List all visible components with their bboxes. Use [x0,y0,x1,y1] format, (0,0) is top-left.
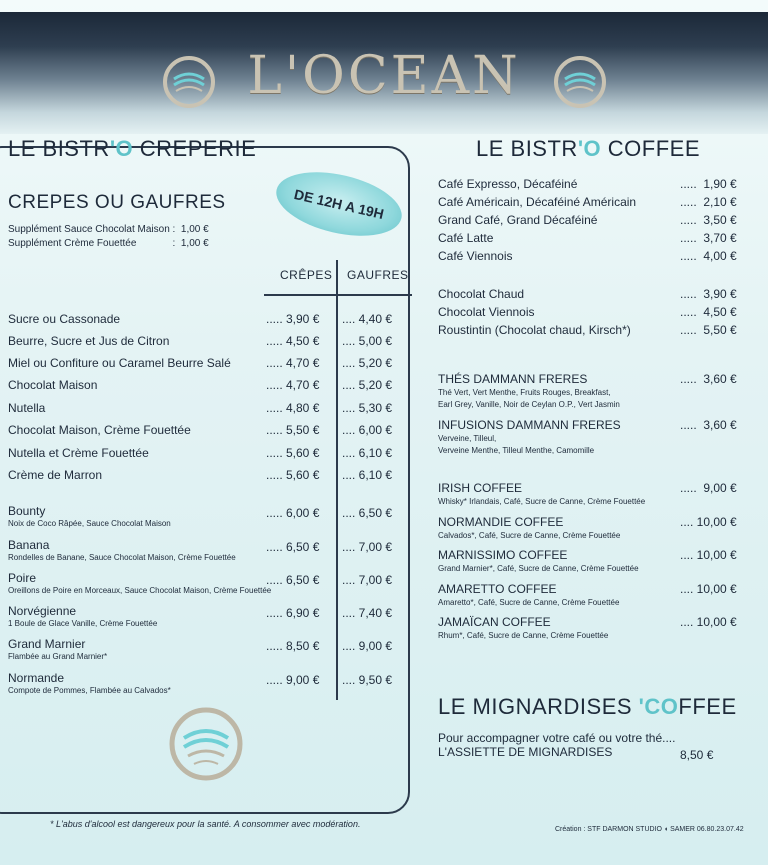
column-header-crepes: CRÊPES [280,268,333,282]
crepe-price: ..... 6,50 € [266,540,320,554]
crepe-item-name: Bounty [8,504,46,518]
designer-credit: Création : STF DARMON STUDIO ◖ SAMER 06.80.23.07.42 [555,826,744,833]
coffee-price: ..... 5,50 € [680,323,737,337]
crepe-price: ..... 8,50 € [266,639,320,653]
gaufre-price: .... 5,20 € [342,356,393,370]
coffee-item-name: Café Latte [438,231,494,245]
coffee-item-name: INFUSIONS DAMMANN FRERES [438,418,621,432]
crepe-item-name: Poire [8,571,37,585]
crepe-item-name: Nutella [8,401,46,415]
gaufre-price: .... 7,40 € [342,606,393,620]
mignardises-item: L'ASSIETTE DE MIGNARDISES [438,745,613,759]
crepe-price: ..... 4,50 € [266,334,320,348]
coffee-price: .... 10,00 € [680,582,737,596]
coffee-item-name: NORMANDIE COFFEE [438,515,564,529]
supplement-line: Supplément Crème Fouettée : 1,00 € [8,238,209,249]
coffee-item-description: Grand Marnier*, Café, Sucre de Canne, Crème Fouettée [438,564,639,573]
divider [264,294,412,296]
column-header-gaufres: GAUFRES [347,268,409,282]
creperie-title: LE BISTR'O CREPERIE [8,136,257,161]
coffee-price: ..... 3,90 € [680,287,737,301]
coffee-item-description: Earl Grey, Vanille, Noir de Ceylan O.P., Vert Jasmin [438,400,620,409]
gaufre-price: .... 9,00 € [342,639,393,653]
hours-badge: DE 12H A 19H [270,161,408,246]
coffee-item-name: Café Expresso, Décaféiné [438,177,578,191]
coffee-item-name: Chocolat Chaud [438,287,525,301]
coffee-item-name: Roustintin (Chocolat chaud, Kirsch*) [438,323,631,337]
coffee-item-description: Amaretto*, Café, Sucre de Canne, Crème Fouettée [438,598,620,607]
brand-name: L'OCEAN [247,46,521,106]
crepe-price: ..... 5,60 € [266,446,320,460]
crepe-item-name: Normande [8,671,65,685]
crepe-item-name: Crème de Marron [8,468,103,482]
crepe-price: ..... 3,90 € [266,312,320,326]
crepe-price: ..... 4,70 € [266,378,320,392]
crepe-price: ..... 6,50 € [266,573,320,587]
gaufre-price: .... 5,00 € [342,334,393,348]
crepe-price: ..... 4,70 € [266,356,320,370]
gaufre-price: .... 9,50 € [342,673,393,687]
coffee-price: ..... 3,60 € [680,372,737,386]
gaufre-price: .... 7,00 € [342,573,393,587]
crepe-price: ..... 6,90 € [266,606,320,620]
coffee-item-description: Whisky* Irlandais, Café, Sucre de Canne, Crème Fouettée [438,497,646,506]
coffee-item-name: Chocolat Viennois [438,305,535,319]
crepe-item-name: Norvégienne [8,604,77,618]
crepe-item-description: Noix de Coco Râpée, Sauce Chocolat Maison [8,519,171,528]
crepe-item-name: Miel ou Confiture ou Caramel Beurre Salé [8,356,231,370]
crepe-item-description: Oreillons de Poire en Morceaux, Sauce Chocolat Maison, Crème Fouettée [8,586,272,595]
coffee-price: .... 10,00 € [680,515,737,529]
divider [336,260,338,700]
coffee-price: ..... 3,60 € [680,418,737,432]
supplement-line: Supplément Sauce Chocolat Maison : 1,00 € [8,224,209,235]
mignardises-price: 8,50 € [680,748,714,762]
coffee-item-description: Verveine, Tilleul, [438,434,497,443]
crepe-price: ..... 5,60 € [266,468,320,482]
gaufre-price: .... 6,10 € [342,446,393,460]
coffee-price: .... 10,00 € [680,548,737,562]
coffee-item-name: Café Viennois [438,249,513,263]
crepe-item-name: Chocolat Maison [8,378,98,392]
crepe-price: ..... 5,50 € [266,423,320,437]
mignardises-title: LE MIGNARDISES 'COFFEE [438,694,737,719]
coffee-item-name: Grand Café, Grand Décaféiné [438,213,598,227]
coffee-price: ..... 1,90 € [680,177,737,191]
coffee-item-name: Café Américain, Décaféiné Américain [438,195,637,209]
coffee-title: LE BISTR'O COFFEE [476,136,700,161]
crepe-item-description: Compote de Pommes, Flambée au Calvados* [8,686,171,695]
crepe-item-name: Grand Marnier [8,637,86,651]
crepe-item-name: Nutella et Crème Fouettée [8,446,149,460]
coffee-item-name: IRISH COFFEE [438,481,523,495]
crepe-item-name: Banana [8,538,50,552]
crepe-item-description: Rondelles de Banane, Sauce Chocolat Maison, Crème Fouettée [8,553,236,562]
crepe-item-name: Chocolat Maison, Crème Fouettée [8,423,191,437]
coffee-item-name: THÉS DAMMANN FRERES [438,372,588,386]
coffee-item-name: MARNISSIMO COFFEE [438,548,568,562]
crepe-price: ..... 4,80 € [266,401,320,415]
coffee-item-description: Verveine Menthe, Tilleul Menthe, Camomille [438,446,595,455]
coffee-price: ..... 2,10 € [680,195,737,209]
gaufre-price: .... 5,30 € [342,401,393,415]
ocean-wave-logo-icon [553,55,607,109]
coffee-price: ..... 3,70 € [680,231,737,245]
ocean-wave-logo-icon [168,706,244,782]
crepe-item-description: 1 Boule de Glace Vanille, Crème Fouettée [8,619,158,628]
coffee-price: ..... 4,50 € [680,305,737,319]
gaufre-price: .... 5,20 € [342,378,393,392]
gaufre-price: .... 6,50 € [342,506,393,520]
coffee-price: ..... 9,00 € [680,481,737,495]
gaufre-price: .... 7,00 € [342,540,393,554]
gaufre-price: .... 4,40 € [342,312,393,326]
crepe-price: ..... 6,00 € [266,506,320,520]
coffee-price: ..... 3,50 € [680,213,737,227]
coffee-item-description: Thé Vert, Vert Menthe, Fruits Rouges, Breakfast, [438,388,611,397]
crepe-item-description: Flambée au Grand Marnier* [8,652,108,661]
gaufre-price: .... 6,10 € [342,468,393,482]
coffee-item-description: Calvados*, Café, Sucre de Canne, Crème Fouettée [438,531,621,540]
coffee-item-name: AMARETTO COFFEE [438,582,557,596]
crepe-item-name: Sucre ou Cassonade [8,312,121,326]
coffee-price: ..... 4,00 € [680,249,737,263]
coffee-price: .... 10,00 € [680,615,737,629]
crepe-price: ..... 9,00 € [266,673,320,687]
coffee-item-name: JAMAÏCAN COFFEE [438,615,551,629]
crepe-item-name: Beurre, Sucre et Jus de Citron [8,334,170,348]
coffee-item-description: Rhum*, Café, Sucre de Canne, Crème Fouettée [438,631,609,640]
gaufre-price: .... 6,00 € [342,423,393,437]
mignardises-intro: Pour accompagner votre café ou votre thé.... [438,731,676,745]
alcohol-disclaimer: * L'abus d'alcool est dangereux pour la santé. A consommer avec modération. [50,819,361,829]
crepes-heading: CREPES OU GAUFRES [8,192,226,213]
header-banner [0,12,768,134]
